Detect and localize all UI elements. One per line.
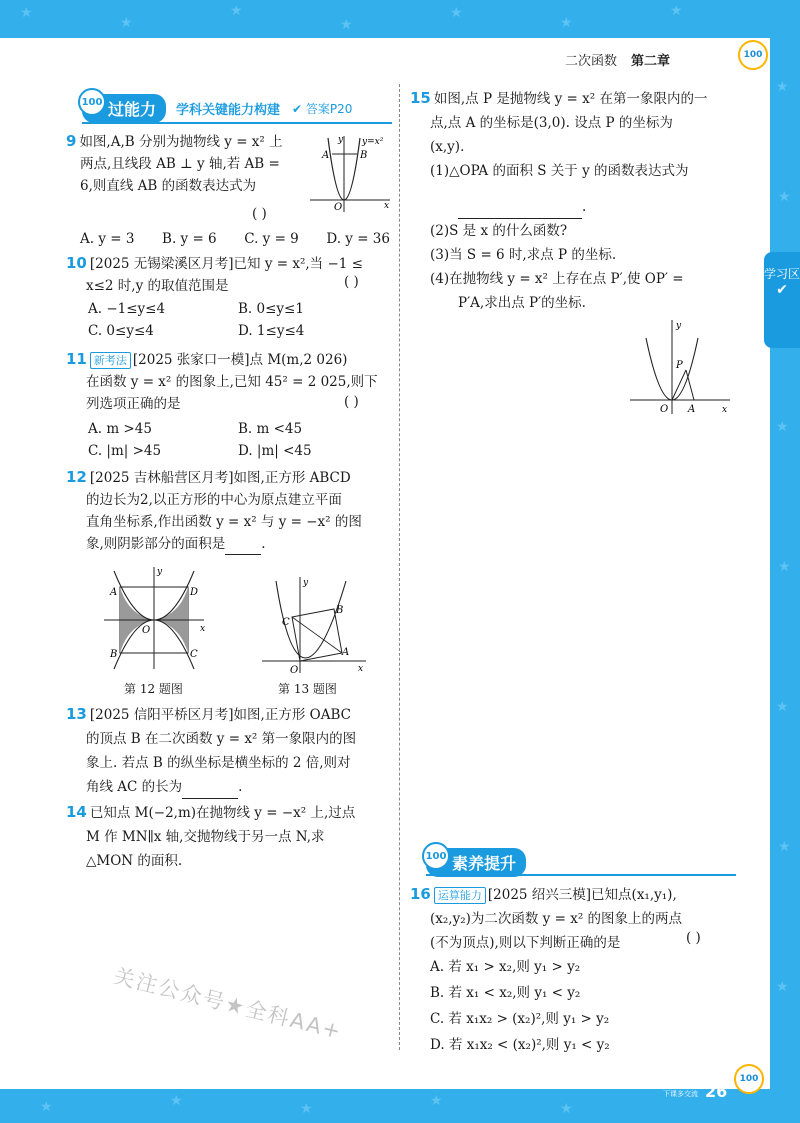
option[interactable]: A. m >45 — [88, 421, 152, 437]
star-icon: ★ — [430, 1093, 443, 1109]
answer-paren[interactable]: ( ) — [344, 274, 359, 290]
section-head-literacy — [426, 848, 526, 877]
mascot-icon: 100 — [738, 40, 768, 70]
answer-paren[interactable]: ( ) — [686, 930, 701, 946]
footer-slogan: 上课认真听 下课多交流 — [663, 1081, 698, 1098]
star-icon: ★ — [776, 79, 789, 95]
point-label: C — [190, 649, 198, 660]
figure-12 — [100, 565, 210, 671]
figure-13-caption: 第 13 题图 — [278, 682, 337, 696]
axis-label: x — [722, 405, 728, 415]
page-header — [565, 50, 670, 69]
mascot-icon: 100 — [78, 88, 106, 116]
point-label: A — [688, 404, 696, 415]
axis-label: y — [676, 321, 682, 331]
option[interactable]: C. |m| >45 — [88, 443, 162, 459]
option[interactable]: C. y = 9 — [244, 231, 299, 247]
option[interactable]: D. |m| <45 — [238, 443, 312, 459]
axis-label: x — [384, 201, 390, 211]
star-icon: ★ — [560, 15, 573, 31]
options-10 — [88, 298, 398, 342]
options-16 — [430, 954, 610, 1058]
star-icon: ★ — [300, 1101, 313, 1117]
star-icon: ★ — [120, 15, 133, 31]
column-divider — [399, 84, 400, 1050]
option[interactable]: D. 若 x₁x₂ < (x₂)²,则 y₁ < y₂ — [430, 1037, 610, 1053]
point-label: C — [282, 617, 290, 628]
answer-paren[interactable]: ( ) — [252, 206, 267, 222]
axis-label: x — [358, 664, 364, 674]
question-14: 14 已知点 M(−2,m)在抛物线 y = −x² 上,过点 M 作 MN∥x 轴,交抛物线于另一点 N,求 △MON 的面积. — [66, 803, 356, 869]
header-title: 二次函数 — [565, 54, 618, 69]
axis-label: y — [338, 135, 344, 145]
origin-label: O — [290, 665, 299, 675]
point-label: A — [322, 150, 330, 161]
figure-15 — [628, 318, 734, 418]
answer-blank[interactable] — [182, 798, 238, 799]
section-subtitle: 学科关键能力构建 — [176, 103, 281, 118]
section-badge: 100 过能力 — [82, 94, 166, 123]
answer-ref[interactable]: ✔ 答案P20 — [292, 102, 353, 116]
point-label: B — [360, 150, 368, 161]
star-icon: ★ — [776, 419, 789, 435]
tag-new-method: 新考法 — [90, 352, 131, 369]
side-tab-study[interactable]: 学习区 ✔ — [764, 252, 800, 348]
header-chapter: 第二章 — [631, 54, 671, 69]
question-9: 9 如图,A,B 分别为抛物线 y = x² 上 两点,且线段 AB ⊥ y 轴,若 AB = 6,则直线 AB 的函数表达式为 — [66, 132, 283, 194]
origin-label: O — [660, 404, 669, 415]
option[interactable]: D. 1≤y≤4 — [238, 323, 305, 339]
star-icon: ★ — [778, 189, 791, 205]
option[interactable]: B. y = 6 — [162, 231, 217, 247]
point-label: B — [336, 605, 344, 616]
watermark: 关注公众号★全科AA+ — [111, 963, 345, 1044]
star-icon: ★ — [170, 1093, 183, 1109]
star-icon: ★ — [340, 17, 353, 33]
axis-label: y — [157, 567, 163, 577]
star-icon: ★ — [40, 1099, 53, 1115]
axis-label: x — [200, 624, 206, 634]
origin-label: O — [142, 625, 151, 636]
star-icon: ★ — [230, 3, 243, 19]
star-icon: ★ — [776, 699, 789, 715]
answer-paren[interactable]: ( ) — [344, 394, 359, 410]
axis-label: y — [303, 578, 309, 588]
page-number: 26 — [705, 1082, 728, 1101]
question-16: 16 运算能力 [2025 绍兴三模]已知点(x₁,y₁), (x₂,y₂)为二次函数 y = x² 的图象上的两点 (不为顶点),则以下判断正确的是 — [410, 885, 683, 951]
options-11 — [88, 418, 398, 462]
answer-blank[interactable] — [225, 554, 261, 555]
question-12: 12 [2025 吉林船营区月考]如图,正方形 ABCD 的边长为2,以正方形的中心为原点建立平面 直角坐标系,作出函数 y = x² 与 y = −x² 的图 象,则阴影部分的面积是 . — [66, 466, 396, 555]
mascot-icon: 100 — [734, 1064, 764, 1094]
option[interactable]: B. 若 x₁ < x₂,则 y₁ < y₂ — [430, 985, 581, 1001]
check-icon: ✔ — [292, 102, 306, 116]
star-icon: ★ — [450, 5, 463, 21]
option[interactable]: A. 若 x₁ > x₂,则 y₁ > y₂ — [430, 959, 581, 975]
option[interactable]: D. y = 36 — [326, 231, 390, 247]
figure-12-caption: 第 12 题图 — [124, 682, 183, 696]
section-underline — [82, 122, 392, 124]
point-label: A — [342, 647, 350, 658]
option[interactable]: B. m <45 — [238, 421, 303, 437]
mascot-icon: 100 — [422, 842, 450, 870]
point-label: D — [190, 587, 199, 598]
option[interactable]: C. 若 x₁x₂ > (x₂)²,则 y₁ > y₂ — [430, 1011, 610, 1027]
figure-13 — [258, 575, 368, 675]
star-icon: ★ — [776, 979, 789, 995]
section-head-ability — [82, 94, 352, 123]
figure-9 — [304, 130, 394, 214]
star-icon: ★ — [560, 1101, 573, 1117]
question-10: 10 [2025 无锡梁溪区月考]已知 y = x²,当 −1 ≤ x≤2 时,y 的取值范围是 — [66, 254, 363, 294]
star-icon: ★ — [778, 559, 791, 575]
point-label: B — [110, 649, 118, 660]
curve-label: y=x² — [362, 137, 384, 147]
origin-label: O — [334, 202, 343, 213]
question-15: 15 如图,点 P 是抛物线 y = x² 在第一象限内的一 点,点 A 的坐标是(3,0). 设点 P 的坐标为 (x,y). (1)△OPA 的面积 S 关于 y 的函数表达式为 . (2)S 是 x 的什么函数? (3)当 S = 6 时,求点 P 的坐标. (4)在抛物线 y = x² 上存在点 P′,使 OP′ = P′A,求出点 P′的坐标. — [410, 89, 708, 311]
section-underline — [426, 874, 736, 876]
question-11: 11 新考法 [2025 张家口一模]点 M(m,2 026) 在函数 y = x² 的图象上,已知 45² = 2 025,则下 列选项正确的是 — [66, 350, 378, 412]
option[interactable]: A. −1≤y≤4 — [88, 301, 166, 317]
tag-computation: 运算能力 — [434, 887, 486, 904]
point-label: A — [110, 587, 118, 598]
option[interactable]: B. 0≤y≤1 — [238, 301, 304, 317]
star-icon: ★ — [670, 3, 683, 19]
section-badge: 100 素养提升 — [426, 848, 526, 877]
point-label: P — [676, 360, 683, 371]
options-9 — [80, 228, 390, 250]
star-icon: ★ — [778, 839, 791, 855]
option[interactable]: A. y = 3 — [80, 231, 135, 247]
option[interactable]: C. 0≤y≤4 — [88, 323, 154, 339]
star-icon: ★ — [20, 5, 33, 21]
question-13: 13 [2025 信阳平桥区月考]如图,正方形 OABC 的顶点 B 在二次函数 y = x² 第一象限内的图 象上. 若点 B 的纵坐标是横坐标的 2 倍,则对 角线 AC 的长为 . — [66, 702, 396, 799]
